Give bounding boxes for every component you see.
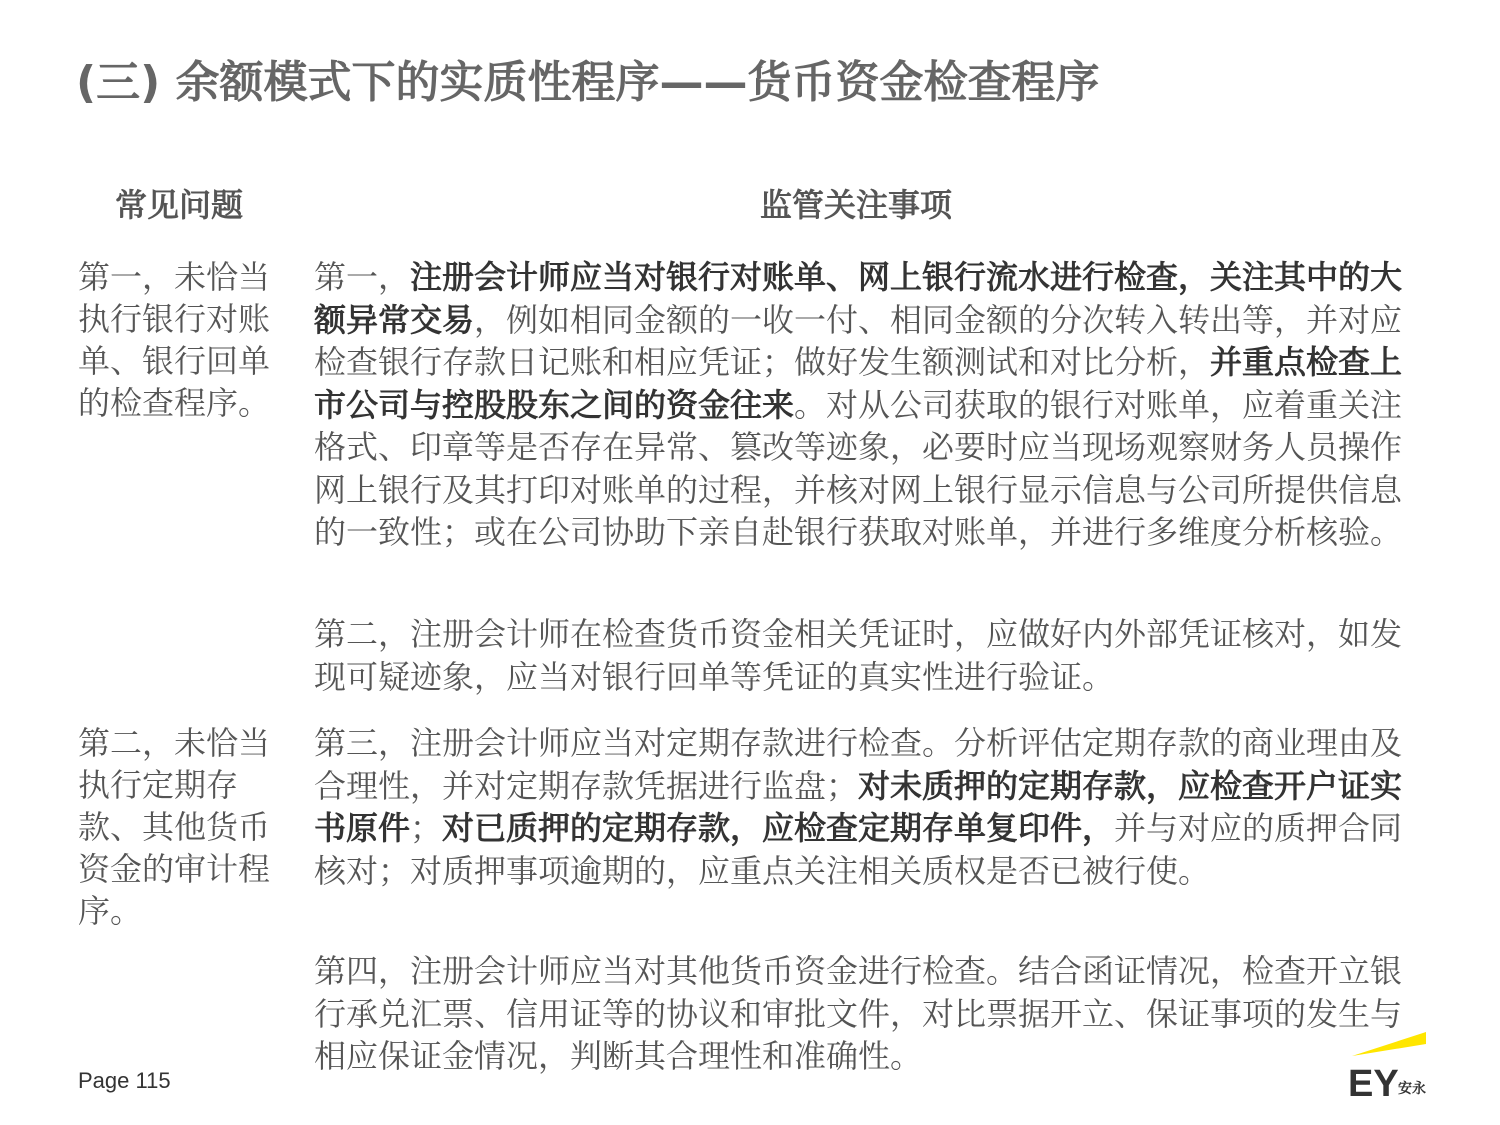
focus-item-one-text: ，例如相同金额的一收一付、相同金额的分次转入转出等，并对应检查银行存款日记账和相应凭证；做好发生额测试和对比分析， [314,300,1403,381]
column-header-regulatory-focus: 监管关注事项 [760,186,953,224]
ey-logo-text: EY [1348,1063,1399,1100]
focus-item-one-text: 第一， [314,258,411,296]
issue-first: 第一，未恰当执行银行对账单、银行回单的检查程序。 [78,258,271,422]
focus-item-one-emphasis: 并重点检查上市公司与控股股东之间的资金往来 [314,343,1403,424]
focus-item-four: 第四，注册会计师应当对其他货币资金进行检查。结合函证情况，检查开立银行承兑汇票、信用证等的协议和审批文件，对比票据开立、保证事项的发生与相应保证金情况，判断其合理性和准确性。 [314,952,1403,1075]
focus-item-three-text: 并与对应的质押合同核对；对质押事项逾期的，应重点关注相关质权是否已被行使。 [314,809,1403,890]
ey-logo-cn: 安永 [1398,1081,1426,1097]
focus-item-three-text: ； [410,809,443,847]
issue-second: 第二，未恰当执行定期存款、其他货币资金的审计程序。 [78,724,271,930]
ey-logo [1346,1030,1436,1100]
focus-item-one [314,256,1424,554]
focus-item-one-text: 。对从公司获取的银行对账单，应着重关注格式、印章等是否存在异常、篡改等迹象，必要时应当现场观察财务人员操作网上银行及其打印对账单的过程，并核对网上银行显示信息与公司所提供信息的一致性；或在公司协助下亲自赴银行获取对账单，并进行多维度分析核验。 [314,385,1403,551]
focus-item-three-text: 第三，注册会计师应当对定期存款进行检查。分析评估定期存款的商业理由及合理性，并对定期存款凭据进行监盘； [314,724,1403,805]
focus-item-two: 第二，注册会计师在检查货币资金相关凭证时，应做好内外部凭证核对，如发现可疑迹象，应当对银行回单等凭证的真实性进行验证。 [314,615,1403,696]
ey-logo-accent-beam [1352,1032,1426,1056]
column-header-issues: 常见问题 [115,186,244,224]
focus-item-three [314,722,1424,892]
focus-item-one-emphasis: 注册会计师应当对银行对账单、网上银行流水进行检查，关注其中的大额异常交易 [314,258,1403,339]
focus-item-three-emphasis: 对已质押的定期存款，应检查定期存单复印件， [442,809,1115,847]
page-number: Page 115 [78,1068,171,1093]
page-title: (三) 余额模式下的实质性程序——货币资金检查程序 [76,57,1100,108]
focus-item-three-emphasis: 对未质押的定期存款，应检查开户证实书原件 [314,766,1403,847]
